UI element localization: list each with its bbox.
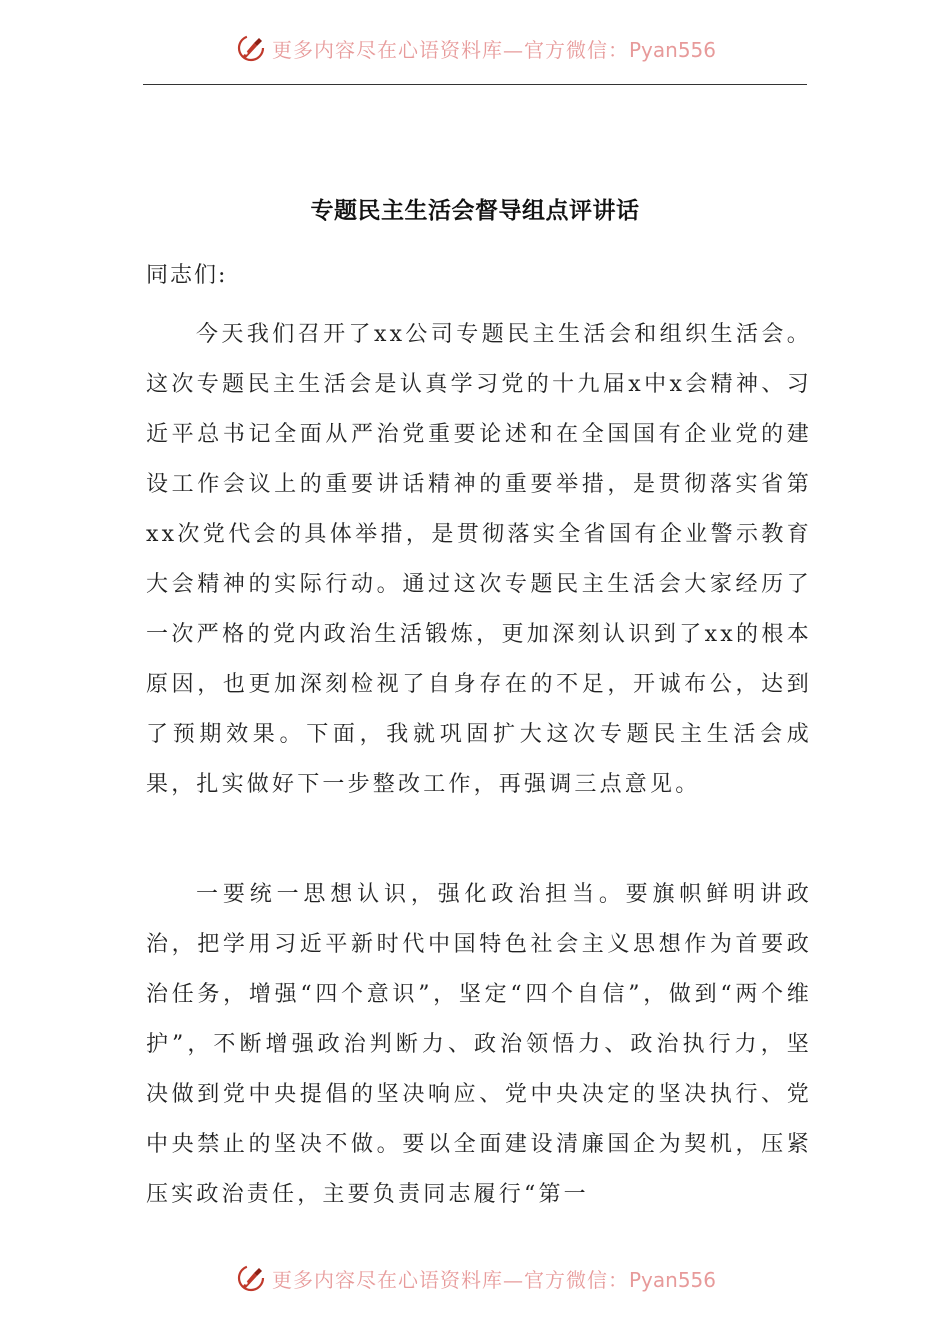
- watermark-text: 更多内容尽在心语资料库—官方微信：Pyan556: [271, 37, 716, 62]
- header-divider: [143, 84, 807, 85]
- watermark-wechat-id: Pyan556: [628, 37, 716, 62]
- watermark-wechat-id: Pyan556: [628, 1267, 716, 1292]
- footer-watermark: [0, 1258, 950, 1298]
- pen-nib-swirl-icon: [234, 1261, 268, 1295]
- pen-nib-swirl-icon: [234, 31, 268, 65]
- header-watermark: [0, 28, 950, 68]
- document-title: 专题民主生活会督导组点评讲话: [310, 198, 640, 224]
- body-paragraph: 一要统一思想认识，强化政治担当。要旗帜鲜明讲政治，把学用习近平新时代中国特色社会主义思想作为首要政治任务，增强“四个意识”，坚定“四个自信”，做到“两个维护”，不断增强政治判断力、政治领悟力、政治执行力，坚决做到党中央提倡的坚决响应、党中央决定的坚决执行、党中央禁止的坚决不做。要以全面建设清廉国企为契机，压紧压实政治责任，主要负责同志履行“第一: [146, 882, 812, 1207]
- salutation: 同志们:: [146, 263, 228, 288]
- watermark-text: 更多内容尽在心语资料库—官方微信：Pyan556: [271, 1267, 716, 1292]
- body-paragraph: 今天我们召开了xx公司专题民主生活会和组织生活会。这次专题民主生活会是认真学习党的十九届x中x会精神、习近平总书记全面从严治党重要论述和在全国国有企业党的建设工作会议上的重要讲话精神的重要举措，是贯彻落实省第xx次党代会的具体举措，是贯彻落实全省国有企业警示教育大会精神的实际行动。通过这次专题民主生活会大家经历了一次严格的党内政治生活锻炼，更加深刻认识到了xx的根本原因，也更加深刻检视了自身存在的不足，开诚布公，达到了预期效果。下面，我就巩固扩大这次专题民主生活会成果，扎实做好下一步整改工作，再强调三点意见。: [146, 322, 812, 797]
